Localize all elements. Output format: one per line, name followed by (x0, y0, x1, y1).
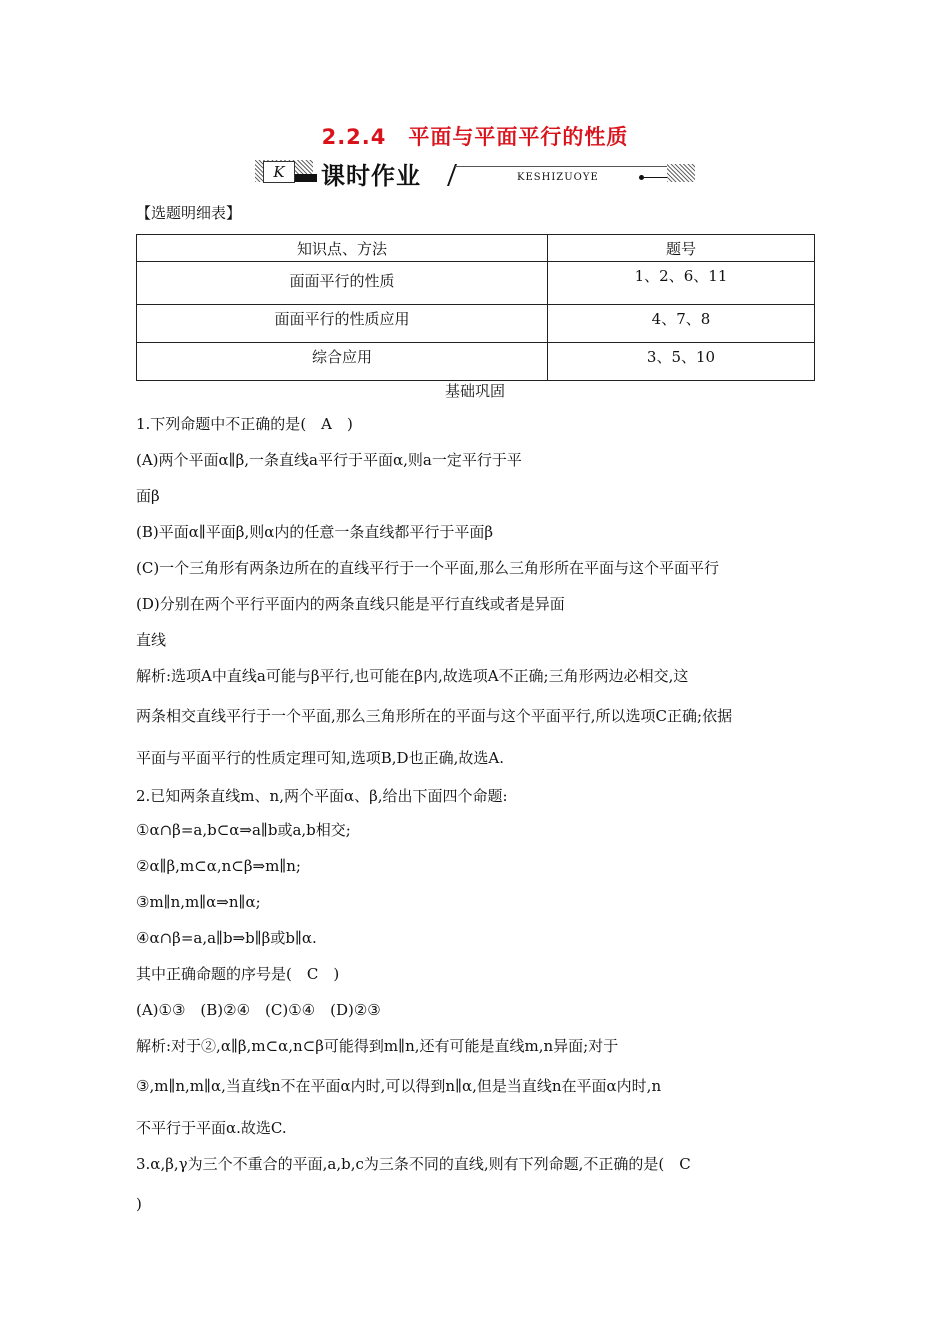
text-line: 1.下列命题中不正确的是( A ) (136, 415, 353, 433)
text-line: ) (136, 1195, 142, 1213)
text-line: 3.α,β,γ为三个不重合的平面,a,b,c为三条不同的直线,则有下列命题,不正确的是( C (136, 1155, 691, 1173)
homework-banner (255, 158, 695, 188)
text-line: 解析:对于②,α∥β,m⊂α,n⊂β可能得到m∥n,还有可能是直线m,n异面;对于 (136, 1037, 619, 1055)
table-header-cell: 题号 (548, 235, 815, 262)
banner-bar (295, 174, 317, 182)
text-line: (A)①③ (B)②④ (C)①④ (D)②③ (136, 1001, 381, 1019)
table-cell: 4、7、8 (548, 305, 815, 343)
k-logo-icon: K (263, 161, 295, 183)
table-cell: 面面平行的性质 (137, 262, 548, 305)
banner-hatch-right (667, 164, 695, 182)
text-line: (B)平面α∥平面β,则α内的任意一条直线都平行于平面β (136, 523, 494, 541)
text-line: 不平行于平面α.故选C. (136, 1119, 287, 1137)
text-line: 解析:选项A中直线a可能与β平行,也可能在β内,故选项A不正确;三角形两边必相交,这 (136, 667, 689, 685)
table-cell: 3、5、10 (548, 343, 815, 381)
table-row (137, 343, 815, 381)
text-line: 两条相交直线平行于一个平面,那么三角形所在的平面与这个平面平行,所以选项C正确;依据 (136, 707, 733, 725)
section-heading: 基础巩固 (444, 382, 505, 400)
text-line: 面β (136, 487, 160, 505)
text-line: ③,m∥n,m∥α,当直线n不在平面α内时,可以得到n∥α,但是当直线n在平面α内时,n (136, 1077, 662, 1095)
table-header-row (137, 235, 815, 262)
table-label: 【选题明细表】 (136, 204, 242, 222)
text-line: 2.已知两条直线m、n,两个平面α、β,给出下面四个命题: (136, 787, 508, 805)
text-line: 平面与平面平行的性质定理可知,选项B,D也正确,故选A. (136, 749, 504, 767)
table-row (137, 305, 815, 343)
text-line: (C)一个三角形有两条边所在的直线平行于一个平面,那么三角形所在平面与这个平面平行 (136, 559, 719, 577)
table-header-cell: 知识点、方法 (137, 235, 548, 262)
question-table (136, 234, 815, 381)
table-cell: 综合应用 (137, 343, 548, 381)
text-line: ②α∥β,m⊂α,n⊂β⇒m∥n; (136, 857, 301, 875)
table-cell: 1、2、6、11 (548, 262, 815, 305)
banner-title: 课时作业 (321, 162, 421, 190)
banner-rule (455, 166, 667, 167)
text-line: 直线 (136, 631, 167, 649)
banner-tail-rule (644, 177, 667, 178)
text-line: ①α∩β=a,b⊂α⇒a∥b或a,b相交; (136, 821, 351, 839)
table-row (137, 262, 815, 305)
text-line: 其中正确命题的序号是( C ) (136, 965, 340, 983)
text-line: ③m∥n,m∥α⇒n∥α; (136, 893, 261, 911)
banner-slash (447, 164, 457, 186)
table-cell: 面面平行的性质应用 (137, 305, 548, 343)
text-line: (D)分别在两个平行平面内的两条直线只能是平行直线或者是异面 (136, 595, 565, 613)
text-line: ④α∩β=a,a∥b⇒b∥β或b∥α. (136, 929, 317, 947)
page-title: 2.2.4 平面与平面平行的性质 (321, 125, 629, 149)
text-line: (A)两个平面α∥β,一条直线a平行于平面α,则a一定平行于平 (136, 451, 522, 469)
banner-english: KESHIZUOYE (517, 172, 599, 183)
